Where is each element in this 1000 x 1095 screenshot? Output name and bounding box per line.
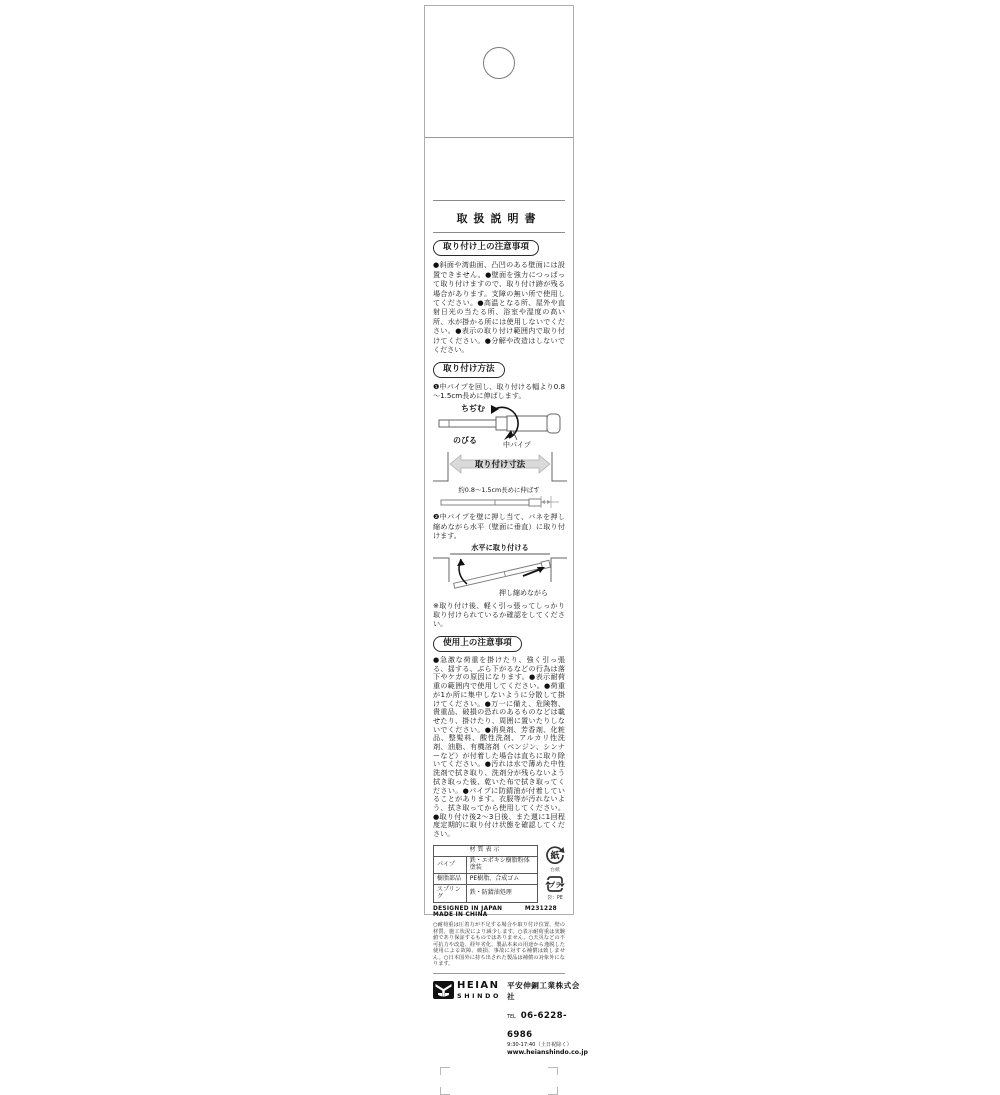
right-wall — [551, 558, 567, 582]
rod-extension-diagram — [433, 496, 567, 508]
table-row: 樹脂部品 PE樹脂、合成ゴム — [434, 874, 538, 885]
recycle-marks — [545, 845, 565, 903]
materials-table-title: 材質表示 — [434, 845, 538, 856]
hanger-panel — [425, 6, 573, 138]
company-block — [507, 980, 588, 1056]
shrink-label: ちぢむ — [461, 404, 485, 414]
table-row: パイプ 鉄・エポキシ樹脂粉体塗装 — [434, 856, 538, 874]
product-code: M231228 — [524, 906, 557, 913]
section-header-use-caution: 使用上の注意事項 — [433, 636, 522, 652]
footer-divider — [433, 973, 565, 974]
hang-hole — [483, 47, 515, 79]
end-cap — [547, 414, 560, 433]
brand-block — [433, 980, 501, 1056]
method-step-1: ❶中パイプを回し、取り付ける幅より0.8～1.5cm長めに伸ばします。 — [433, 381, 565, 401]
made-in: MADE IN CHINA — [433, 912, 488, 919]
pipe-joint — [496, 417, 507, 430]
angled-rod — [453, 560, 550, 589]
inner-pipe — [439, 420, 496, 427]
origin-block — [433, 906, 565, 918]
manual-content — [425, 138, 588, 1095]
phone-number: 06-6228-6986 — [507, 1010, 567, 1040]
manual-title: 取扱説明書 — [456, 212, 542, 225]
phone-line — [507, 1003, 588, 1041]
business-hours: 9:30-17:40（土日祝除く） — [507, 1041, 572, 1048]
materials-table — [433, 845, 538, 903]
paper-recycle-icon — [545, 845, 565, 865]
rod-end — [529, 499, 541, 506]
brand-name-shindo: SHINDO — [457, 991, 502, 1000]
corner-mark — [548, 1067, 558, 1075]
packaging-strip — [424, 5, 588, 1056]
disclaimer-text: ○耐荷重は圧着力が不足する場合や取り付け位置、壁の材質、施工状況により減少します。○表示耐荷重は実験値であり保証するものではありません。○天災などの不可抗力や改造、経年劣化、製品本来の用途から逸脱した使用による故障、破損、事故に対する補償は致しません。○日本国外に持ち出された製品は補償の対象外になります。 — [433, 922, 565, 968]
plastic-recycle-icon — [545, 875, 565, 893]
method-step-2: ❷中パイプを壁に押し当て、バネを押し縮めながら水平（壁面に垂直）に取り付けます。 — [433, 512, 565, 540]
print-corner-marks — [440, 1067, 558, 1095]
materials-block — [433, 845, 565, 903]
footer — [433, 979, 588, 1056]
inner-pipe-label: 中パイプ — [503, 441, 531, 449]
extend-label: のびる — [453, 436, 477, 446]
outer-pipe — [507, 416, 547, 431]
rod — [441, 500, 529, 505]
pipe-rotation-diagram — [433, 402, 567, 448]
left-wall — [433, 558, 449, 582]
heian-shindo-logo — [433, 980, 454, 1000]
compress-label: 押し縮めながら — [499, 588, 548, 597]
plastic-recycle-label: 袋：PE — [547, 895, 563, 901]
corner-mark — [548, 1087, 558, 1095]
horizontal-install-diagram — [433, 542, 567, 598]
svg-text:プラ: プラ — [548, 880, 562, 889]
corner-mark — [440, 1067, 450, 1075]
company-name: 平安伸銅工業株式会社 — [507, 980, 580, 1001]
designed-in: DESIGNED IN JAPAN — [433, 906, 503, 913]
use-caution-text: ●急激な荷重を掛けたり、強く引っ張る、揺する、ぶら下がるなどの行為は落下やケガの原因になります。●表示耐荷重の範囲内で使用してください。●荷重が1か所に集中しないように分散して掛けてください。●万一に備え、危険物、貴重品、破損の恐れのあるものなどは載せたり、掛けたり、周囲に置いたりしないでください。●消臭剤、芳香剤、化粧品、整髪料、酸性洗剤、アルカリ性洗剤、油脂、有機溶剤（ベンジン、シンナーなど）が付着した場合は直ちに取り除いてください。●汚れは水で薄めた中性洗剤で拭き取り、洗剤分が残らないよう拭き取った後、乾いた布で拭き取ってください。●パイプに防錆油が付着していることがあります。衣服等が汚れないよう、拭き取ってから使用してください。●取り付け後2～3日後、また週に1回程度定期的に取り付け状態を確認してください。 — [433, 655, 565, 839]
table-row: スプリング 鉄・防錆油処理 — [434, 885, 538, 903]
website-url: www.heianshindo.co.jp — [507, 1048, 588, 1056]
extend-note: 約0.8～1.5cm長めに伸ばす — [458, 486, 540, 495]
svg-text:紙: 紙 — [550, 851, 560, 862]
section-header-mount-caution: 取り付け上の注意事項 — [433, 240, 539, 256]
tel-label: TEL — [507, 1014, 516, 1020]
mount-caution-text: ●斜面や湾曲面、凸凹のある壁面には設置できません。●壁面を強力につっぱって取り付けますので、取り付け跡が残る場合があります。支障の無い所で使用してください。●高温となる所、屋外や直射日光の当たる所、浴室や湿度の高い所、水が掛かる所には使用しないでください。●表示の取り付け範囲内で取り付けてください。●分解や改造はしないでください。 — [433, 260, 565, 355]
check-note: ※取り付け後、軽く引っ張ってしっかり取り付けられているか確認をしてください。 — [433, 600, 565, 629]
right-wall — [552, 452, 567, 481]
title-block — [433, 200, 565, 233]
mounting-dimension-diagram — [433, 450, 567, 484]
left-wall — [433, 452, 448, 481]
section-header-method: 取り付け方法 — [433, 362, 505, 378]
dimension-banner-label: 取り付け寸法 — [474, 459, 526, 470]
corner-mark — [440, 1087, 450, 1095]
horizontal-label: 水平に取り付ける — [471, 542, 529, 552]
paper-recycle-label: 台紙 — [550, 867, 560, 873]
brand-text — [457, 981, 501, 999]
brand-name-heian: HEIAN — [457, 979, 500, 991]
